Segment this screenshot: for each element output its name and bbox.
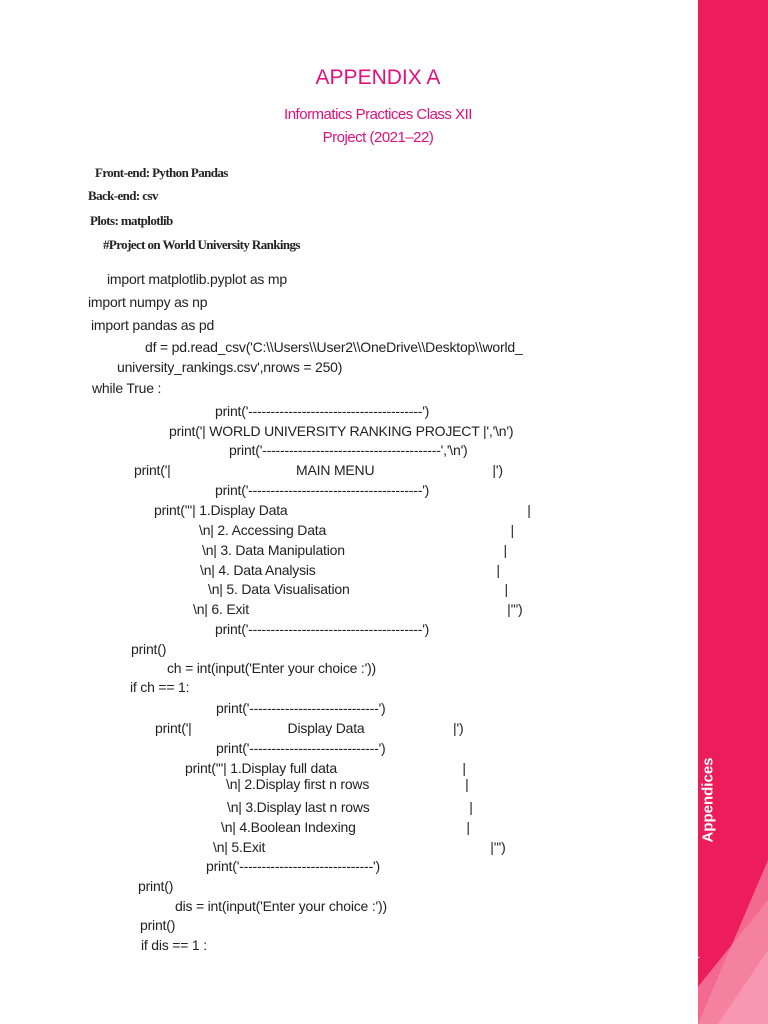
backend-line: Back-end: csv [88,188,158,203]
code-line: ch = int(input('Enter your choice :')) [167,660,377,676]
code-line: print('-----------------------------') [216,700,386,716]
code-line: \n| 5. Data Visualisation | [208,581,508,597]
code-line: print() [140,917,176,933]
code-line: print('-----------------------------') [216,740,386,756]
sidebar-band [698,0,768,1024]
page-number: A1 [684,946,700,961]
code-line: if dis == 1 : [141,937,207,953]
code-line: print() [138,878,174,894]
code-line: \n| 2.Display first n rows | [226,776,469,792]
subtitle-project: Project (2021–22) [322,129,434,146]
code-line: \n| 3.Display last n rows | [227,799,473,815]
code-line: df = pd.read_csv('C:\\Users\\User2\\OneDrive\\Desktop\\world_ [145,339,523,355]
plots-line: Plots: matplotlib [90,213,173,228]
code-line: print('| Display Data |') [155,720,464,736]
code-line: dis = int(input('Enter your choice :')) [175,898,387,914]
code-line: if ch == 1: [130,679,190,695]
code-line: \n| 4. Data Analysis | [200,562,500,578]
code-line: print('----------------------------------------','\n') [229,442,468,458]
code-line: print('''| 1.Display full data | [185,760,466,776]
code-line: \n| 3. Data Manipulation | [202,542,507,558]
code-line: print('''| 1.Display Data | [154,502,531,518]
code-line: import pandas as pd [91,317,215,333]
code-line: university_rankings.csv',nrows = 250) [117,359,343,375]
code-line: import numpy as np [88,294,208,310]
code-line: \n| 5.Exit |''') [213,839,506,855]
page-title: APPENDIX A [315,66,441,89]
code-line: print('------------------------------') [206,858,380,874]
code-line: print() [131,641,167,657]
code-line: print('---------------------------------------') [215,403,430,419]
code-line: import matplotlib.pyplot as mp [107,271,287,287]
decorative-triangles [698,0,768,1024]
code-line: print('| WORLD UNIVERSITY RANKING PROJECT |','\n') [169,423,514,439]
code-line: \n| 2. Accessing Data | [199,522,514,538]
subtitle-course: Informatics Practices Class XII [284,106,472,123]
code-line: print('---------------------------------------') [215,482,430,498]
code-line: \n| 6. Exit |''') [193,601,523,617]
project-heading: #Project on World University Rankings [103,237,300,252]
frontend-line: Front-end: Python Pandas [95,165,228,180]
code-line: print('| MAIN MENU |') [134,462,503,478]
code-line: print('---------------------------------------') [215,621,430,637]
code-line: \n| 4.Boolean Indexing | [221,819,470,835]
code-line: while True : [92,380,162,396]
